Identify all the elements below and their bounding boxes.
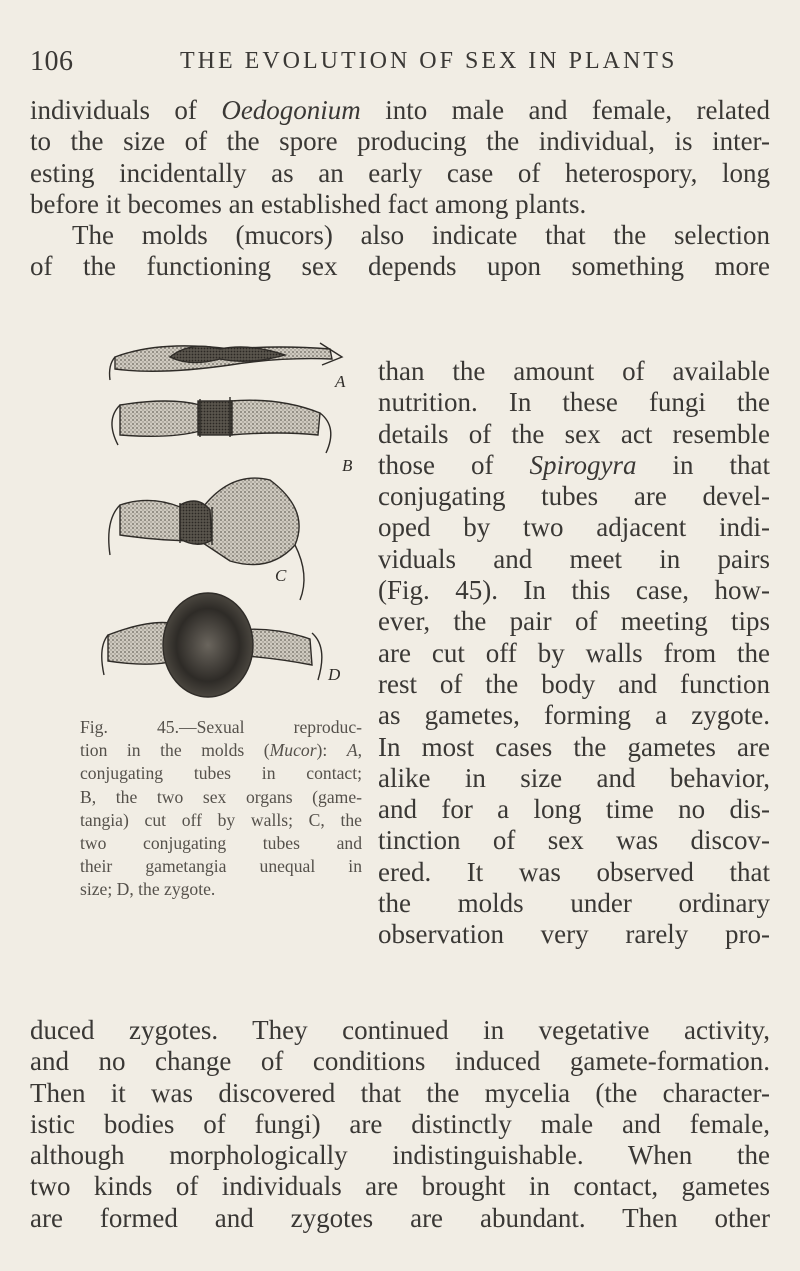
caption-line: tion in the molds (Mucor): A,: [80, 740, 363, 761]
top-paragraphs: [30, 95, 770, 283]
text-line: conjugating tubes are devel-: [378, 481, 770, 512]
figure-45: [80, 335, 365, 705]
text-line: (Fig. 45). In this case, how-: [378, 575, 770, 606]
figure-label-d: D: [328, 665, 341, 684]
text-line: the molds under ordinary: [378, 888, 770, 919]
text-line: two kinds of individuals are brought in contact, gametes: [30, 1171, 770, 1202]
column-text: [378, 356, 770, 951]
text-line: to the size of the spore producing the individual, is inter-: [30, 126, 770, 157]
caption-line: their gametangia unequal in: [80, 856, 362, 877]
caption-line: size; D, the zygote.: [80, 879, 216, 900]
text-line: The molds (mucors) also indicate that the selection: [72, 220, 770, 251]
figure-part-a: [110, 343, 342, 380]
figure-caption: [80, 716, 362, 902]
text-line: are formed and zygotes are abundant. Then other: [30, 1202, 770, 1233]
mucor-illustration: [80, 335, 365, 705]
text-line: ered. It was observed that: [378, 856, 770, 887]
text-line: ever, the pair of meeting tips: [378, 606, 770, 637]
figure-part-b: [112, 397, 331, 453]
text-line: and no change of conditions induced gamete-formation.: [30, 1046, 770, 1077]
page-number: 106: [30, 46, 74, 77]
caption-line: conjugating tubes in contact;: [80, 763, 362, 784]
text-line: details of the sex act resemble: [378, 418, 770, 449]
text-line: oped by two adjacent indi-: [378, 512, 770, 543]
italic-term-oedogonium: Oedogonium: [221, 95, 361, 125]
text-line: are cut off by walls from the: [378, 637, 770, 668]
text-line: observation very rarely pro-: [378, 919, 770, 950]
bottom-paragraph: [30, 1015, 770, 1234]
running-head: THE EVOLUTION OF SEX IN PLANTS: [180, 48, 678, 74]
figure-label-a: A: [335, 372, 346, 391]
figure-label-c: C: [275, 566, 287, 585]
caption-line: B, the two sex organs (game-: [80, 786, 362, 807]
text-line: and for a long time no dis-: [378, 794, 770, 825]
caption-line: tangia) cut off by walls; C, the: [80, 809, 362, 830]
text-line: duced zygotes. They continued in vegetative activity,: [30, 1015, 770, 1045]
text-line: as gametes, forming a zygote.: [378, 700, 770, 731]
text-line: than the amount of available: [378, 356, 770, 386]
text-line: esting incidentally as an early case of heterospory, long: [30, 157, 770, 188]
page-header: [0, 40, 800, 90]
caption-line: Fig. 45.—Sexual reproduc-: [80, 717, 362, 737]
figure-part-d: [102, 593, 322, 697]
italic-term-spirogyra: Spirogyra: [529, 449, 637, 480]
text-line: nutrition. In these fungi the: [378, 387, 770, 418]
text-line: Then it was discovered that the mycelia (the character-: [30, 1077, 770, 1108]
figure-label-b: B: [342, 456, 353, 475]
text-line: istic bodies of fungi) are distinctly male and female,: [30, 1108, 770, 1139]
text-line: although morphologically indistinguishable. When the: [30, 1140, 770, 1171]
text-line: those of Spirogyra in that: [378, 449, 770, 480]
text-line: before it becomes an established fact among plants.: [30, 188, 587, 219]
text-line: of the functioning sex depends upon something more: [30, 251, 770, 282]
caption-line: two conjugating tubes and: [80, 832, 362, 853]
text-line: viduals and meet in pairs: [378, 543, 770, 574]
text-line: tinction of sex was discov-: [378, 825, 770, 856]
text-line: individuals of Oedogonium into male and female, related: [30, 95, 770, 125]
text-line: In most cases the gametes are: [378, 731, 770, 762]
text-line: rest of the body and function: [378, 668, 770, 699]
text-line: alike in size and behavior,: [378, 762, 770, 793]
italic-term-mucor: Mucor: [269, 740, 317, 761]
